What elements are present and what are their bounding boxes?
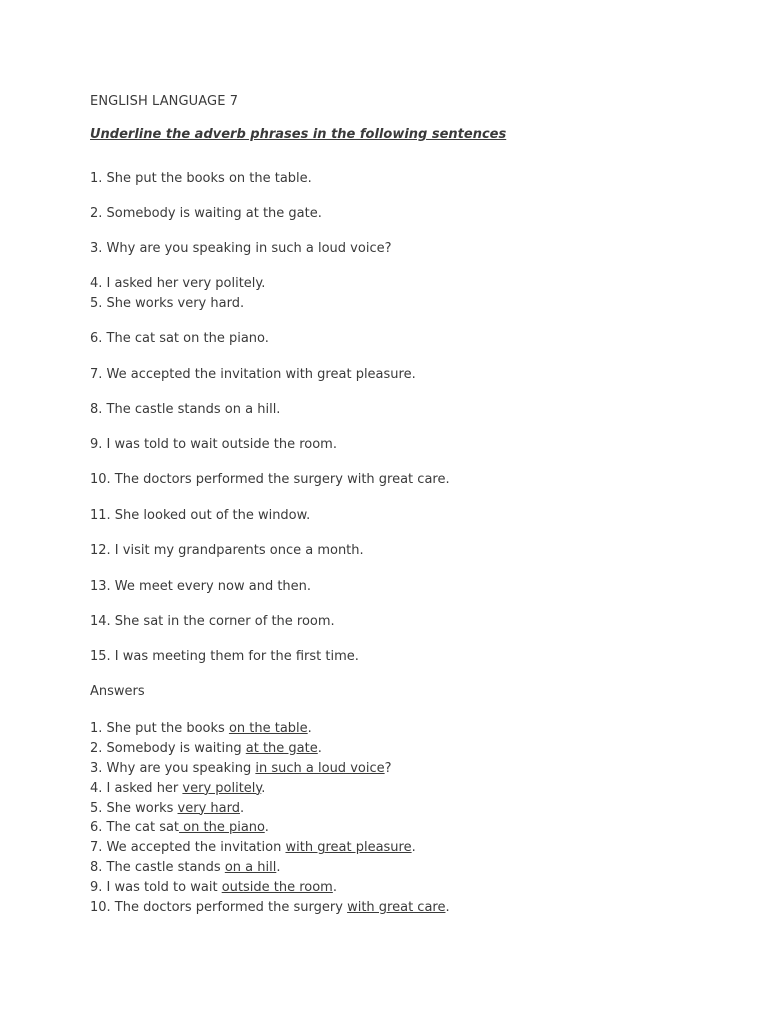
answer-text: 5. She works [90, 800, 178, 816]
document-title: ENGLISH LANGUAGE 7 [90, 94, 239, 109]
answer-text: 6. The cat sat [90, 820, 180, 836]
question-item: 10. The doctors performed the surgery with great care. [90, 472, 450, 487]
answer-item [90, 858, 450, 878]
answer-item [90, 898, 450, 918]
answers-heading: Answers [90, 684, 145, 699]
answer-text: 2. Somebody is waiting [90, 740, 246, 756]
answer-text: 7. We accepted the invitation [90, 840, 286, 856]
answer-punctuation: . [261, 780, 266, 796]
answer-punctuation: . [332, 880, 337, 896]
question-item: 3. Why are you speaking in such a loud voice? [90, 241, 392, 256]
answer-punctuation: . [276, 860, 281, 876]
adverb-phrase: with great pleasure [285, 840, 412, 856]
adverb-phrase: very hard [177, 800, 240, 816]
answer-punctuation: . [445, 900, 450, 916]
answers-list [90, 719, 450, 918]
answer-text: 8. The castle stands [90, 860, 225, 876]
answer-text: 10. The doctors performed the surgery [90, 900, 348, 916]
answer-punctuation: . [307, 721, 312, 736]
adverb-phrase: in such a loud voice [255, 760, 385, 776]
answer-item [90, 838, 450, 858]
instruction-heading: Underline the adverb phrases in the following sentences [90, 127, 507, 142]
adverb-phrase: on a hill [224, 860, 277, 876]
answer-item [90, 739, 450, 759]
question-item: 12. I visit my grandparents once a month. [90, 543, 364, 558]
answer-text: 9. I was told to wait [90, 880, 222, 896]
adverb-phrase: with great care [347, 900, 446, 916]
question-item: 6. The cat sat on the piano. [90, 331, 269, 346]
answer-punctuation: . [411, 840, 416, 856]
answer-item [90, 759, 450, 779]
adverb-phrase: at the gate [245, 740, 318, 756]
answer-item [90, 818, 450, 838]
answer-punctuation: . [239, 800, 245, 816]
adverb-phrase: on the piano [179, 820, 265, 836]
question-item: 5. She works very hard. [90, 296, 245, 311]
answer-punctuation: . [317, 740, 322, 756]
question-item: 4. I asked her very politely. [90, 276, 266, 291]
question-item: 15. I was meeting them for the first time. [90, 649, 359, 664]
answer-item [90, 799, 450, 819]
question-item: 8. The castle stands on a hill. [90, 402, 281, 417]
answer-text: 1. She put the books [90, 721, 229, 736]
adverb-phrase: on the table [228, 721, 308, 736]
question-item: 11. She looked out of the window. [90, 508, 311, 523]
answer-item [90, 719, 450, 739]
answer-text: 4. I asked her [90, 780, 183, 796]
answer-text: 3. Why are you speaking [90, 760, 256, 776]
adverb-phrase: very politely [182, 780, 262, 796]
question-item: 9. I was told to wait outside the room. [90, 437, 337, 452]
answer-item [90, 878, 450, 898]
answer-item [90, 779, 450, 799]
question-item: 13. We meet every now and then. [90, 579, 312, 594]
answer-punctuation: . [264, 820, 269, 836]
question-item: 7. We accepted the invitation with great pleasure. [90, 367, 416, 382]
answer-punctuation: ? [384, 760, 392, 776]
question-item: 1. She put the books on the table. [90, 171, 312, 186]
question-item: 14. She sat in the corner of the room. [90, 614, 335, 629]
adverb-phrase: outside the room [221, 880, 333, 896]
question-item: 2. Somebody is waiting at the gate. [90, 206, 322, 221]
